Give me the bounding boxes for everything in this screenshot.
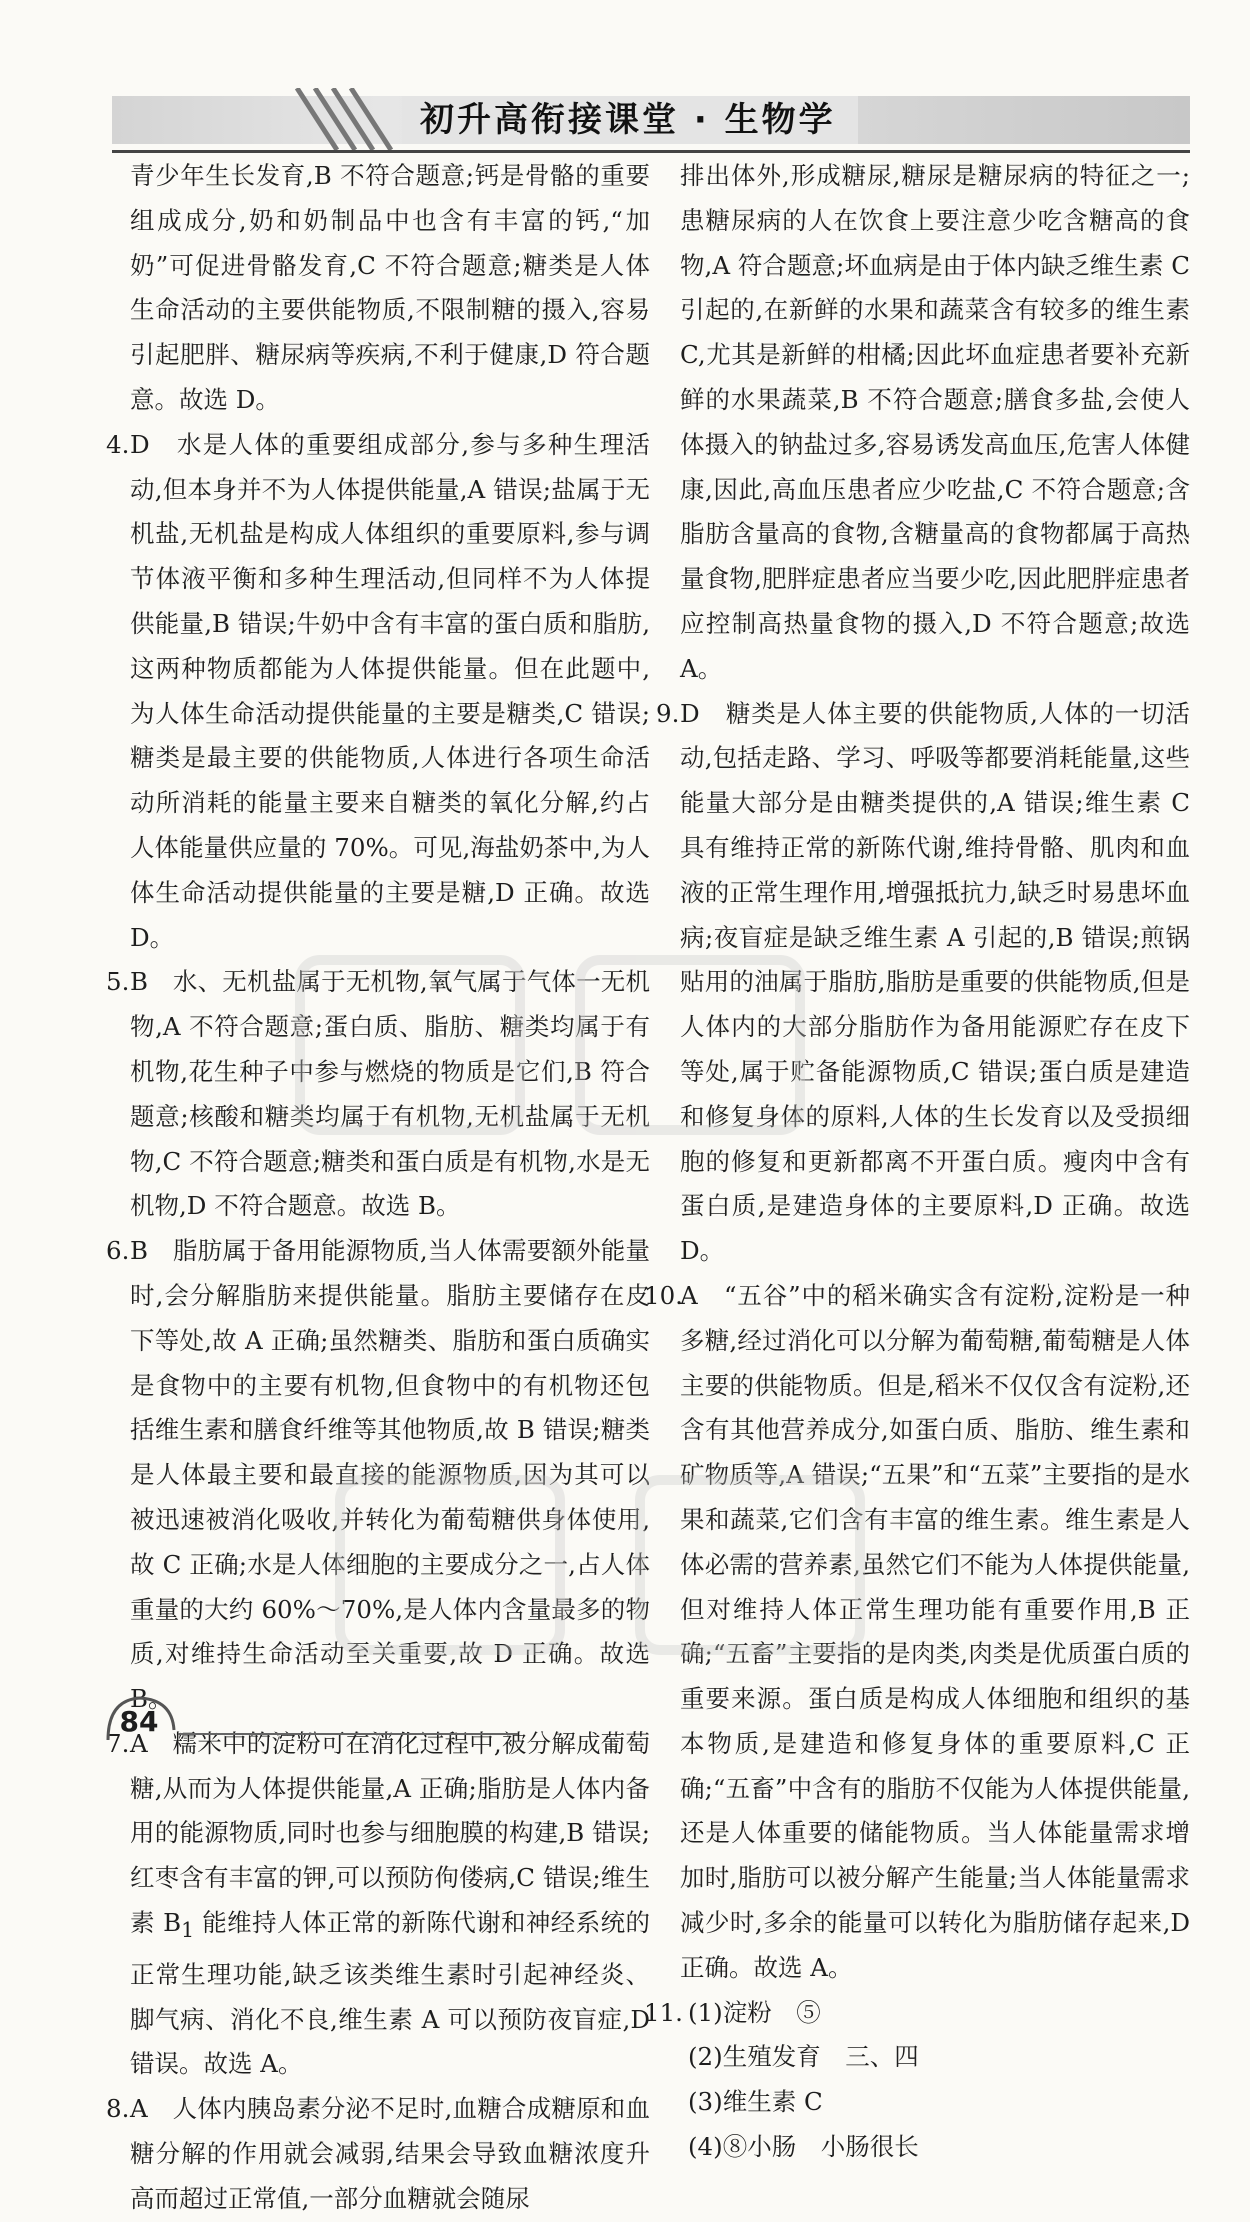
answer-item-10 [644,1274,1190,1991]
footer-rule [178,1733,518,1735]
answer-text: A “五谷”中的稻米确实含有淀粉,淀粉是一种多糖,经过消化可以分解为葡萄糖,葡萄糖是人体主要的供能物质。但是,稻米不仅仅含有淀粉,还含有其他营养成分,如蛋白质、脂肪、维生素和矿物质等,A 错误;“五果”和“五菜”主要指的是水果和蔬菜,它们含有丰富的维生素。维生素是人体必需的营养素,虽然它们不能为人体提供能量,但对维持人体正常生理功能有重要作用,B 正确;“五畜”主要指的是肉类,肉类是优质蛋白质的重要来源。蛋白质是构成人体细胞和组织的基本物质,是建造和修复身体的重要原料,C 正确;“五畜”中含有的脂肪不仅能为人体提供能量,还是人体重要的储能物质。当人体能量需求增加时,脂肪可以被分解产生能量;当人体能量需求减少时,多余的能量可以转化为脂肪储存起来,D 正确。故选 A。 [680,1280,1190,1982]
answer-text: B 脂肪属于备用能源物质,当人体需要额外能量时,会分解脂肪来提供能量。脂肪主要储存在皮下等处,故 A 正确;虽然糖类、脂肪和蛋白质确实是食物中的主要有机物,但食物中的有机物还包括维生素和膳食纤维等其他物质,故 B 错误;糖类是人体最主要和最直接的能源物质,因为其可以被迅速被消化吸收,并转化为葡萄糖供身体使用,故 C 正确;水是人体细胞的主要成分之一,占人体重量的大约 60%～70%,是人体内含量最多的物质,对维持生命活动至关重要,故 D 正确。故选 B。 [130,1236,650,1714]
header-rule [112,150,1190,153]
answer-number: 10. [644,1280,683,1310]
answer-text-part: 能维持人体正常的新陈代谢和神经系统的正常生理功能,缺乏该类维生素时引起神经炎、脚气病、消化不良,维生素 A 可以预防夜盲症,D 错误。故选 A。 [130,1908,650,2079]
page-header [112,88,1190,150]
sub-answer-4: (4)⑧小肠 小肠很长 [688,2132,919,2162]
answer-text: D 水是人体的重要组成部分,参与多种生理活动,但本身并不为人体提供能量,A 错误;盐属于无机盐,无机盐是构成人体组织的重要原料,参与调节体液平衡和多种生理活动,但同样不为人体提供能量,B 错误;牛奶中含有丰富的蛋白质和脂肪,这两种物质都能为人体提供能量。但在此题中,为人体生命活动提供能量的主要是糖类,C 错误;糖类是最主要的供能物质,人体进行各项生命活动所消耗的能量主要来自糖类的氧化分解,约占人体能量供应量的 70%。可见,海盐奶茶中,为人体生命活动提供能量的主要是糖,D 正确。故选 D。 [130,429,650,952]
answer-number: 6. [106,1236,130,1266]
answer-item-11 [644,1991,1190,2170]
answer-number: 11. [644,1997,683,2027]
sub-answer-2: (2)生殖发育 三、四 [688,2042,919,2072]
answer-text: 排出体外,形成糖尿,糖尿是糖尿病的特征之一;患糖尿病的人在饮食上要注意少吃含糖高的食物,A 符合题意;坏血病是由于体内缺乏维生素 C 引起的,在新鲜的水果和蔬菜含有较多的维生素 C,尤其是新鲜的柑橘;因此坏血症患者要补充新鲜的水果蔬菜,B 不符合题意;膳食多盐,会使人体摄入的钠盐过多,容易诱发高血压,危害人体健康,因此,高血压患者应少吃盐,C 不符合题意;含脂肪含量高的食物,含糖量高的食物都属于高热量食物,肥胖症患者应当要少吃,因此肥胖症患者应控制高热量食物的摄入,D 不符合题意;故选 A。 [680,161,1190,683]
sub-answer-1: (1)淀粉 ⑤ [688,1997,821,2027]
answer-item-8 [106,2087,650,2221]
answer-number: 4. [106,429,130,459]
answer-text: D 糖类是人体主要的供能物质,人体的一切活动,包括走路、学习、呼吸等都要消耗能量,这些能量大部分是由糖类提供的,A 错误;维生素 C 具有维持正常的新陈代谢,维持骨骼、肌肉和血液的正常生理作用,增强抵抗力,缺乏时易患坏血病;夜盲症是缺乏维生素 A 引起的,B 错误;煎锅贴用的油属于脂肪,脂肪是重要的供能物质,但是人体内的大部分脂肪作为备用能源贮存在皮下等处,属于贮备能源物质,C 错误;蛋白质是建造和修复身体的原料,人体的生长发育以及受损细胞的修复和更新都离不开蛋白质。瘦肉中含有蛋白质,是建造身体的主要原料,D 正确。故选 D。 [680,698,1190,1266]
answer-continuation [130,154,650,423]
answer-item-9 [656,692,1190,1274]
answer-item-4 [106,423,650,961]
left-column [106,154,650,2222]
answer-text-part: A 糯米中的淀粉可在消化过程中,被分解成葡萄糖,从而为人体提供能量,A 正确;脂肪是人体内备用的能源物质,同时也参与细胞膜的构建,B 错误;红枣含有丰富的钾,可以预防佝偻病,C 错误;维生素 B [130,1728,650,1938]
answer-number: 7. [106,1728,130,1758]
answer-continuation [680,154,1190,692]
page-number: 84 [119,1705,159,1738]
header-title: 初升高衔接课堂 · 生物学 [402,96,858,144]
answer-text: B 水、无机盐属于无机物,氧气属于气体一无机物,A 不符合题意;蛋白质、脂肪、糖类均属于有机物,花生种子中参与燃烧的物质是它们,B 符合题意;核酸和糖类均属于有机物,无机盐属于无机物,C 不符合题意;糖类和蛋白质是有机物,水是无机物,D 不符合题意。故选 B。 [130,967,650,1221]
answer-number: 8. [106,2094,130,2124]
answer-text [130,1722,650,2087]
answer-item-5 [106,960,650,1229]
answer-item-7 [106,1722,650,2087]
answer-number: 5. [106,967,130,997]
right-column [644,154,1190,2170]
answer-text: 青少年生长发育,B 不符合题意;钙是骨骼的重要组成成分,奶和奶制品中也含有丰富的钙,“加奶”可促进骨骼发育,C 不符合题意;糖类是人体生命活动的主要供能物质,不限制糖的摄入,容易引起肥胖、糖尿病等疾病,不利于健康,D 符合题意。故选 D。 [130,161,650,414]
answer-number: 9. [656,698,680,728]
answer-text: A 人体内胰岛素分泌不足时,血糖合成糖原和血糖分解的作用就会减弱,结果会导致血糖浓度升高而超过正常值,一部分血糖就会随尿 [130,2094,650,2213]
subscript: 1 [181,1917,195,1942]
sub-answer-3: (3)维生素 C [688,2087,823,2117]
